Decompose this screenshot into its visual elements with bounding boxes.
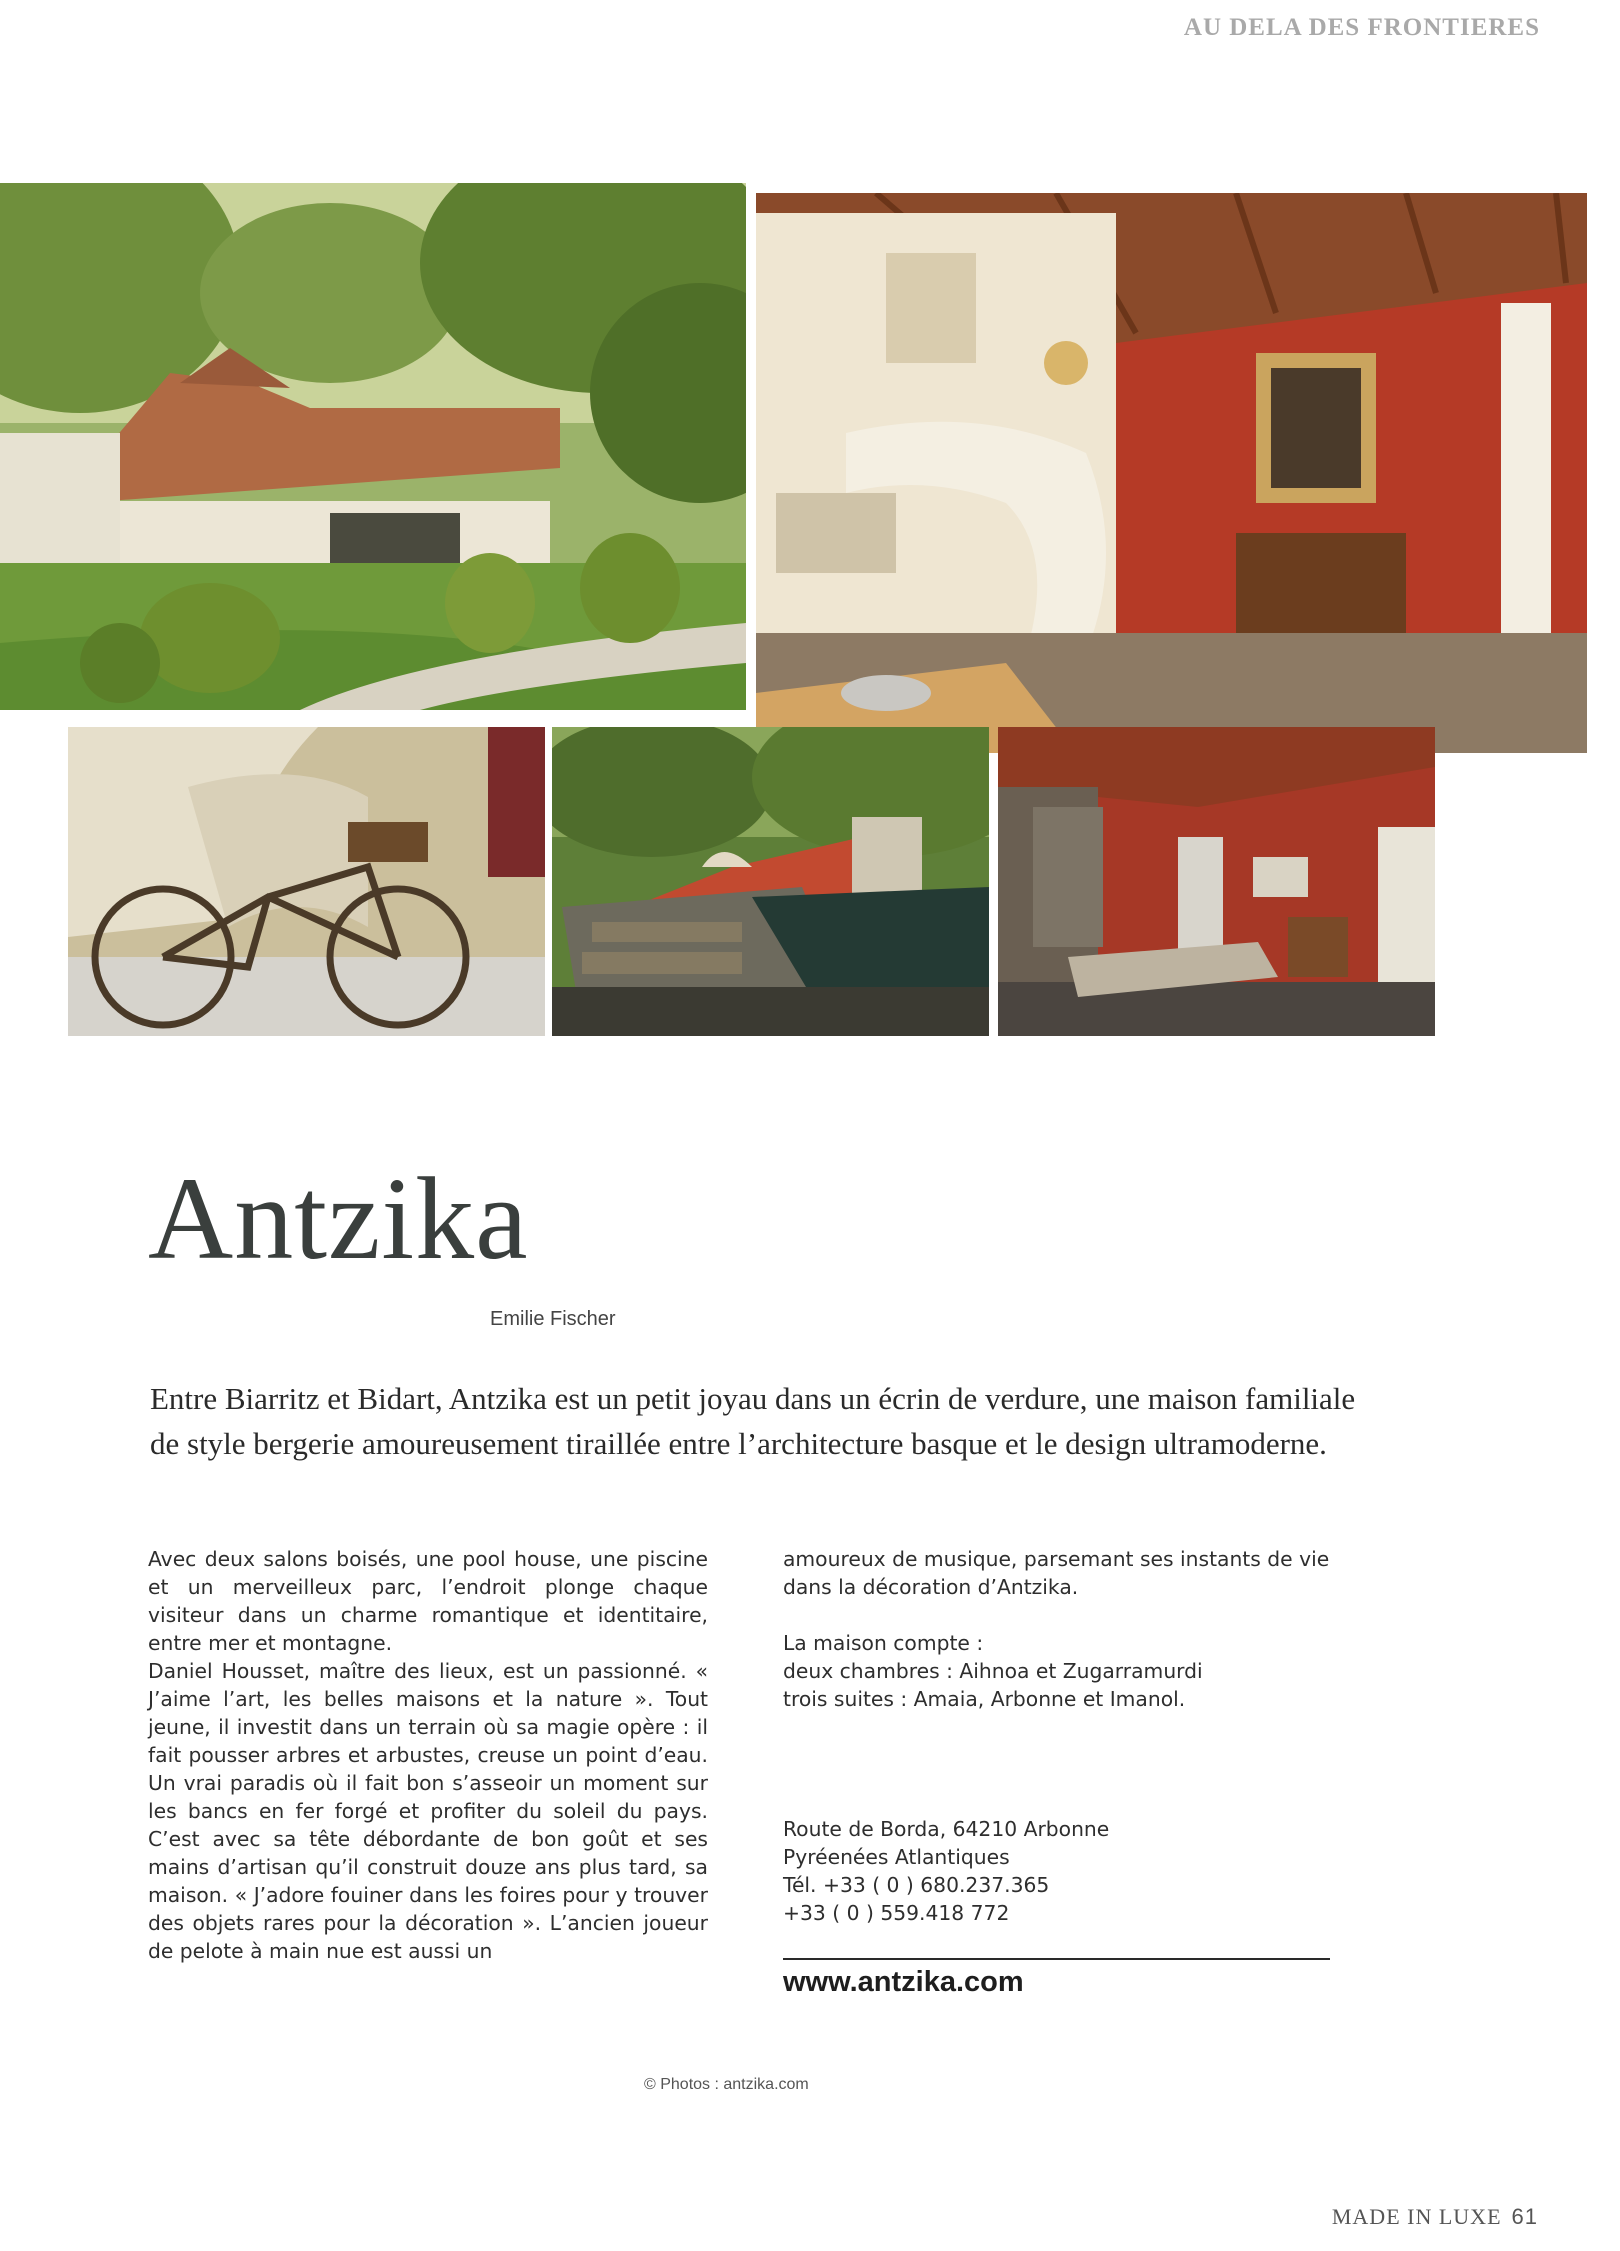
contact-block	[783, 1815, 1109, 1927]
address-region: Pyréenées Atlantiques	[783, 1845, 1010, 1869]
rooms-bedrooms: deux chambres : Aihnoa et Zugarramurdi	[783, 1659, 1203, 1683]
article-column-left	[148, 1545, 708, 1965]
phone-line: +33 ( 0 ) 559.418 772	[783, 1901, 1010, 1925]
article-title: Antzika	[148, 1153, 529, 1284]
body-paragraph: Daniel Housset, maître des lieux, est un passionné. « J’aime l’art, les belles maisons et la nature ». Tout jeune, il investit dans un terrain où sa magie opère : il fait pousser arbres et arbustes, creuse un point d’eau. Un vrai paradis où il fait bon s’asseoir un moment sur les bancs en fer forgé et profiter du soleil du pays. C’est avec sa tête débordante de bon goût et ses mains d’artisan qu’il construit douze ans plus tard, sa maison. « J’adore fouiner dans les foires pour y trouver des objets rares pour la décoration ». L’ancien joueur de pelote à main nue est aussi un	[148, 1659, 708, 1963]
body-paragraph: Avec deux salons boisés, une pool house, une piscine et un merveilleux parc, l’endroit plonge chaque visiteur dans un charme romantique et identitaire, entre mer et montagne.	[148, 1547, 708, 1655]
article-lead: Entre Biarritz et Bidart, Antzika est un petit joyau dans un écrin de verdure, une maison familiale de style bergerie amoureusement tiraillée entre l’architecture basque et le design ultramoderne.	[150, 1381, 1356, 1461]
author-byline: Emilie Fischer	[490, 1308, 616, 1330]
magazine-name: MADE IN LUXE	[1331, 2204, 1502, 2229]
bicycle-against-wall-photo	[68, 727, 545, 1036]
address-line: Route de Borda, 64210 Arbonne	[783, 1817, 1110, 1841]
rooms-suites: trois suites : Amaia, Arbonne et Imanol.	[783, 1687, 1186, 1711]
rooms-intro: La maison compte :	[783, 1631, 984, 1655]
contact-divider	[783, 1958, 1330, 1960]
pool-terrace-photo	[552, 727, 989, 1036]
body-paragraph: amoureux de musique, parsemant ses instants de vie dans la décoration d’Antzika.	[783, 1547, 1330, 1599]
article-column-right	[783, 1545, 1343, 1713]
photo-credit: © Photos : antzika.com	[644, 2076, 809, 2093]
red-pool-house-interior-photo	[998, 727, 1435, 1036]
rooms-list	[783, 1629, 1343, 1713]
phone-line: Tél. +33 ( 0 ) 680.237.365	[783, 1873, 1050, 1897]
page-number: 61	[1511, 2204, 1538, 2229]
red-living-room-staircase-photo	[756, 193, 1587, 753]
section-rubric: AU DELA DES FRONTIERES	[1183, 14, 1540, 41]
exterior-house-garden-photo	[0, 183, 746, 710]
page-footer	[1332, 2204, 1538, 2230]
website-link[interactable]: www.antzika.com	[783, 1966, 1024, 1998]
